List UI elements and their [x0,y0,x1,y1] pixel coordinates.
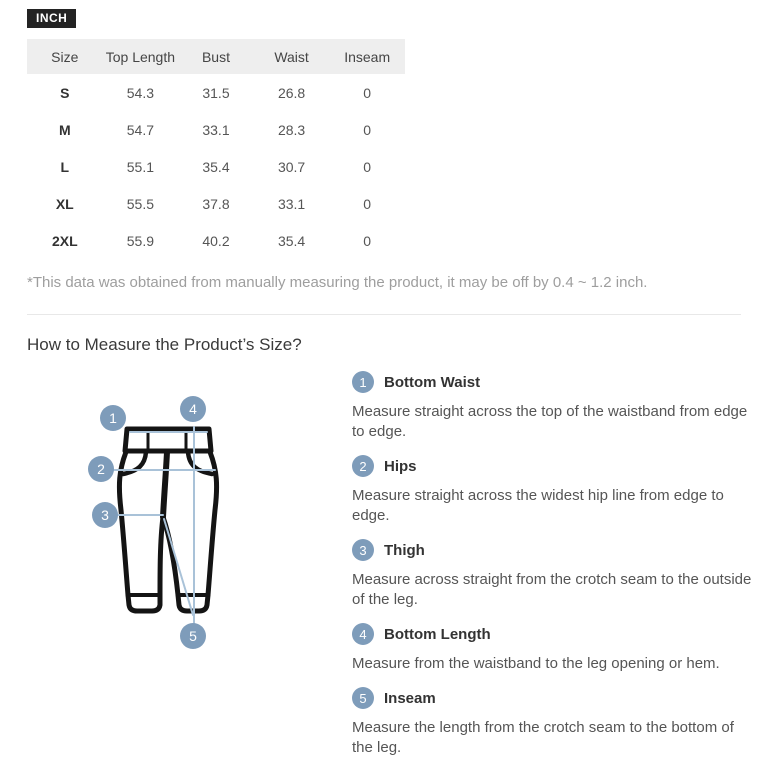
cell-value: 55.9 [126,232,155,249]
step-number-badge: 1 [352,371,374,393]
cell-value: 28.3 [277,121,306,138]
section-title: How to Measure the Product’s Size? [27,335,302,354]
unit-badge[interactable]: INCH [27,9,76,28]
section-divider [27,314,741,315]
cell-value: 0 [363,84,372,101]
measure-step-hips [352,455,762,526]
pants-fly-seam [163,452,167,517]
step-description: Measure the length from the crotch seam to the bottom of the leg. [352,719,734,756]
size-label: XL [55,195,74,212]
diagram-marker-4: 4 [180,396,206,422]
cell-value: 37.8 [202,195,230,212]
step-number-badge: 3 [352,539,374,561]
cell-value: 35.4 [277,232,306,249]
measure-step-inseam [352,687,762,758]
diagram-marker-1: 1 [100,405,126,431]
step-title: Hips [384,457,417,475]
measure-step-thigh [352,539,762,610]
step-title: Bottom Waist [384,373,481,391]
table-row-m [27,111,405,148]
step-number-badge: 5 [352,687,374,709]
table-row-xl [27,185,405,222]
measure-step-bottom-waist [352,371,762,442]
cell-value: 0 [363,121,372,138]
pants-left-inner-seam [160,517,163,595]
cell-value: 35.4 [202,158,230,175]
col-header-waist: Waist [254,39,330,74]
cell-value: 40.2 [202,232,230,249]
step-description: Measure across straight from the crotch seam to the outside of the leg. [352,571,752,608]
step-description: Measure from the waistband to the leg opening or hem. [352,655,720,672]
step-title: Inseam [384,689,436,707]
cell-value: 0 [363,195,372,212]
step-description: Measure straight across the top of the waistband from edge to edge. [352,403,748,440]
table-row-2xl [27,222,405,259]
table-row-s [27,74,405,111]
cell-value: 26.8 [277,84,306,101]
col-header-inseam: Inseam [329,39,405,74]
step-title: Thigh [384,541,425,559]
diagram-marker-5: 5 [180,623,206,649]
cell-value: 0 [363,158,372,175]
step-number-badge: 2 [352,455,374,477]
cell-value: 33.1 [202,121,230,138]
step-description: Measure straight across the widest hip line from edge to edge. [352,487,724,524]
col-header-top-length: Top Length [103,39,179,74]
size-table-header-row [27,39,405,74]
cell-value: 0 [363,232,372,249]
cell-value: 31.5 [202,84,230,101]
size-label: 2XL [51,232,78,249]
size-table [27,39,405,259]
col-header-size: Size [27,39,103,74]
cell-value: 30.7 [277,158,306,175]
cell-value: 54.7 [126,121,155,138]
cell-value: 33.1 [277,195,306,212]
step-number-badge: 4 [352,623,374,645]
pants-measurement-diagram [27,371,352,701]
table-row-l [27,148,405,185]
size-label: M [58,121,71,138]
diagram-marker-3: 3 [92,502,118,528]
diagram-marker-2: 2 [88,456,114,482]
cell-value: 55.5 [126,195,155,212]
measure-steps-list [352,371,762,771]
measure-section [27,371,752,771]
disclaimer-note: *This data was obtained from manually measuring the product, it may be off by 0.4 ~ 1.2 inch. [27,274,648,291]
measure-step-bottom-length [352,623,762,674]
left-hem [128,595,160,611]
step-title: Bottom Length [384,625,491,643]
size-label: L [60,158,70,175]
size-label: S [60,84,70,101]
cell-value: 55.1 [126,158,155,175]
col-header-bust: Bust [178,39,254,74]
cell-value: 54.3 [126,84,155,101]
